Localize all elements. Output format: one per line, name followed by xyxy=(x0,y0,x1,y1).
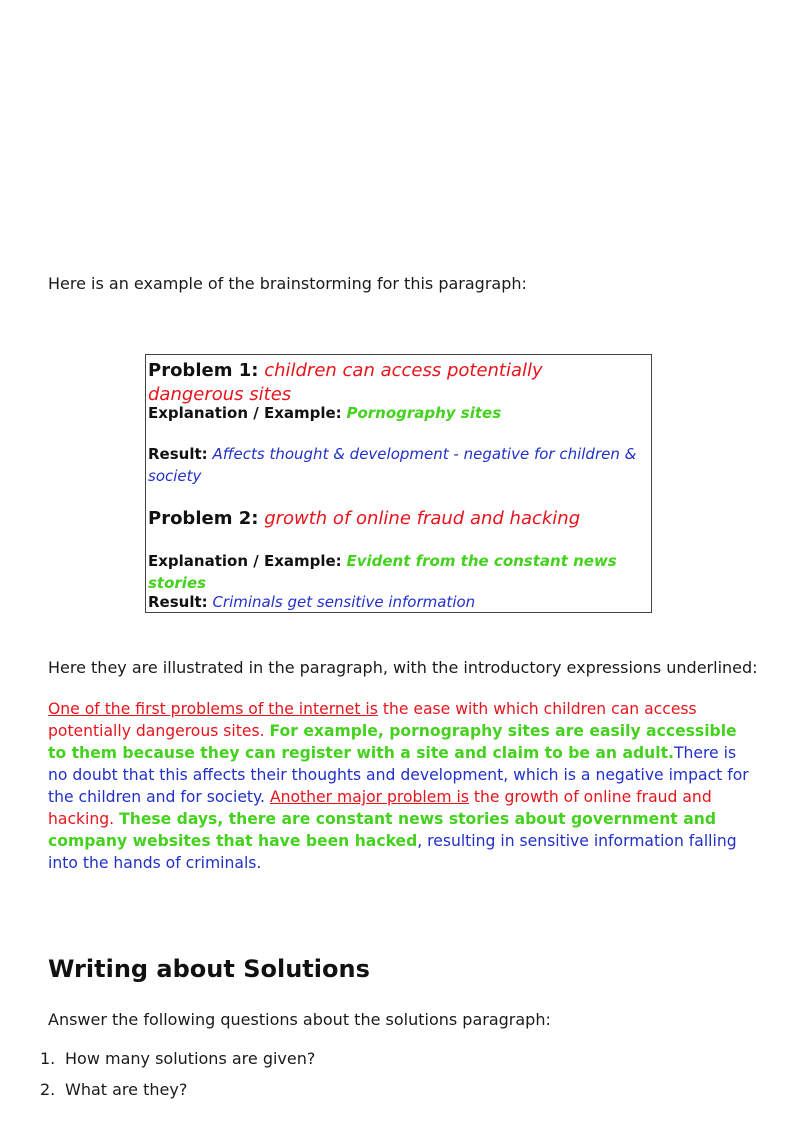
intro-expression-2: Another major problem is xyxy=(269,788,469,806)
result-2-label: Result: xyxy=(148,593,208,611)
question-item xyxy=(40,1079,315,1101)
example-2-text: Evident from the constant news stories xyxy=(148,552,617,592)
brainstorm-box xyxy=(145,354,652,613)
question-number: 1. xyxy=(40,1049,56,1068)
result-1-text: Affects thought & development - negative for children & society xyxy=(148,445,637,485)
problem-2-sentence: the growth of online fraud and hacking. xyxy=(48,788,712,828)
problem-1-text: children can access potentially dangerous sites xyxy=(148,360,543,405)
problem-1-label: Problem 1: xyxy=(148,360,259,381)
intro-expression-1: One of the first problems of the internet is xyxy=(48,700,378,718)
example-1-sentence: For example, pornography sites are easily accessible to them because they can register with a site and claim to be an adult. xyxy=(48,722,737,762)
section-heading: Writing about Solutions xyxy=(48,955,370,983)
example-2-line xyxy=(148,550,643,594)
problem-1-sentence: the ease with which children can access potentially dangerous sites. xyxy=(48,700,697,740)
question-text: How many solutions are given? xyxy=(65,1049,316,1068)
result-1-line xyxy=(148,443,643,487)
result-2-line xyxy=(148,591,643,613)
problem-2-line xyxy=(148,507,643,531)
question-text: What are they? xyxy=(65,1080,188,1099)
question-item xyxy=(40,1048,315,1070)
problem-2-text: growth of online fraud and hacking xyxy=(264,508,581,529)
example-2-sentence: These days, there are constant news stories about government and company websites that have been hacked xyxy=(48,810,716,850)
example-1-line xyxy=(148,402,643,424)
example-paragraph xyxy=(48,698,750,874)
intro-text: Here is an example of the brainstorming for this paragraph: xyxy=(48,274,527,293)
problem-2-label: Problem 2: xyxy=(148,508,259,529)
example-1-label: Explanation / Example: xyxy=(148,404,342,422)
result-2-sentence: , resulting in sensitive information falling into the hands of criminals. xyxy=(48,832,737,872)
question-list xyxy=(40,1048,315,1110)
example-1-text: Pornography sites xyxy=(346,404,502,422)
question-number: 2. xyxy=(40,1080,56,1099)
example-2-label: Explanation / Example: xyxy=(148,552,342,570)
result-1-sentence: There is no doubt that this affects their thoughts and development, which is a negative impact for the children and for society. xyxy=(48,744,749,806)
result-2-text: Criminals get sensitive information xyxy=(212,593,476,611)
paragraph-intro: Here they are illustrated in the paragraph, with the introductory expressions underlined: xyxy=(48,658,758,677)
answer-intro: Answer the following questions about the solutions paragraph: xyxy=(48,1010,551,1029)
problem-1-line xyxy=(148,359,643,407)
result-1-label: Result: xyxy=(148,445,208,463)
